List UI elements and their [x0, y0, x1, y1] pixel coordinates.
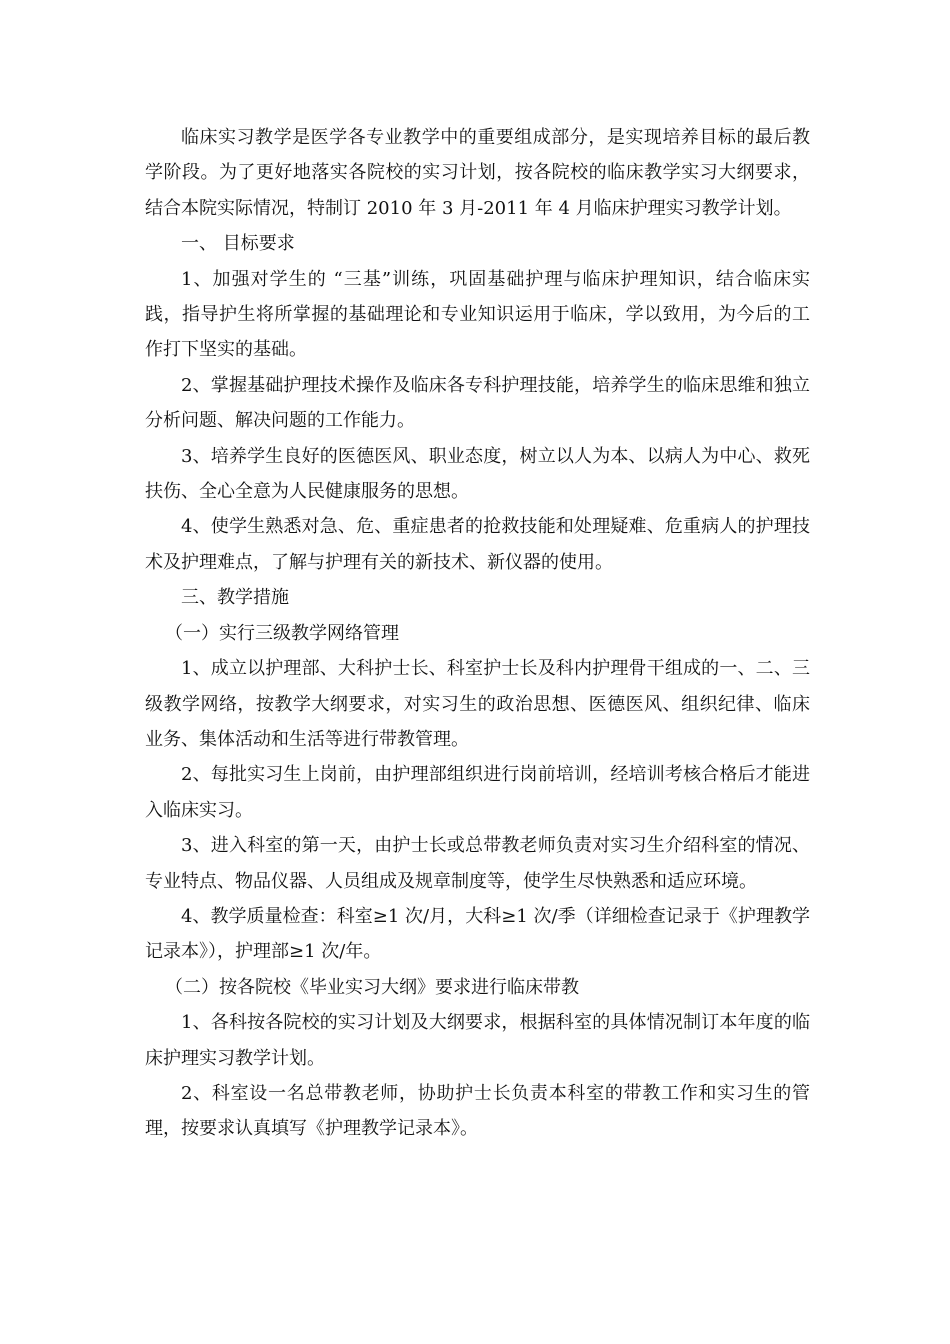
- section-heading-measures: 三、教学措施: [181, 587, 289, 609]
- subsection-heading-syllabus: （二）按各院校《毕业实习大纲》要求进行临床带教: [165, 976, 579, 998]
- measure-item-4: 4、教学质量检查：科室≥1 次/月，大科≥1 次/季（详细检查记录于《护理教学记录本》），护理部≥1 次/年。: [145, 905, 810, 963]
- measure-item-2: 2、每批实习生上岗前，由护理部组织进行岗前培训，经培训考核合格后才能进入临床实习。: [145, 764, 810, 821]
- syllabus-item-1: 1、各科按各院校的实习计划及大纲要求，根据科室的具体情况制订本年度的临床护理实习教学计划。: [145, 1012, 810, 1069]
- syllabus-item-2: 2、科室设一名总带教老师，协助护士长负责本科室的带教工作和实习生的管理，按要求认真填写《护理教学记录本》。: [145, 1082, 810, 1140]
- intro-paragraph: 临床实习教学是医学各专业教学中的重要组成部分，是实现培养目标的最后教学阶段。为了更好地落实各院校的实习计划，按各院校的临床教学实习大纲要求，结合本院实际情况，特制订 2010 年 3 月-2011 年 4 月临床护理实习教学计划。: [145, 127, 810, 219]
- measure-item-1: 1、成立以护理部、大科护士长、科室护士长及科内护理骨干组成的一、二、三级教学网络，按教学大纲要求，对实习生的政治思想、医德医风、组织纪律、临床业务、集体活动和生活等进行带教管理。: [145, 658, 810, 750]
- goal-item-1: 1、加强对学生的 “三基”训练，巩固基础护理与临床护理知识，结合临床实践，指导护生将所掌握的基础理论和专业知识运用于临床，学以致用，为今后的工作打下坚实的基础。: [145, 268, 810, 361]
- goal-item-3: 3、培养学生良好的医德医风、职业态度，树立以人为本、以病人为中心、救死扶伤、全心全意为人民健康服务的思想。: [145, 445, 810, 503]
- subsection-heading-network: （一）实行三级教学网络管理: [165, 622, 399, 644]
- document-body: [145, 120, 810, 1147]
- section-heading-goals: 一、 目标要求: [181, 233, 295, 255]
- goal-item-2: 2、掌握基础护理技术操作及临床各专科护理技能，培养学生的临床思维和独立分析问题、解决问题的工作能力。: [145, 374, 810, 432]
- goal-item-4: 4、使学生熟悉对急、危、重症患者的抢救技能和处理疑难、危重病人的护理技术及护理难点，了解与护理有关的新技术、新仪器的使用。: [145, 516, 810, 573]
- measure-item-3: 3、进入科室的第一天，由护士长或总带教老师负责对实习生介绍科室的情况、专业特点、物品仪器、人员组成及规章制度等，使学生尽快熟悉和适应环境。: [145, 835, 810, 892]
